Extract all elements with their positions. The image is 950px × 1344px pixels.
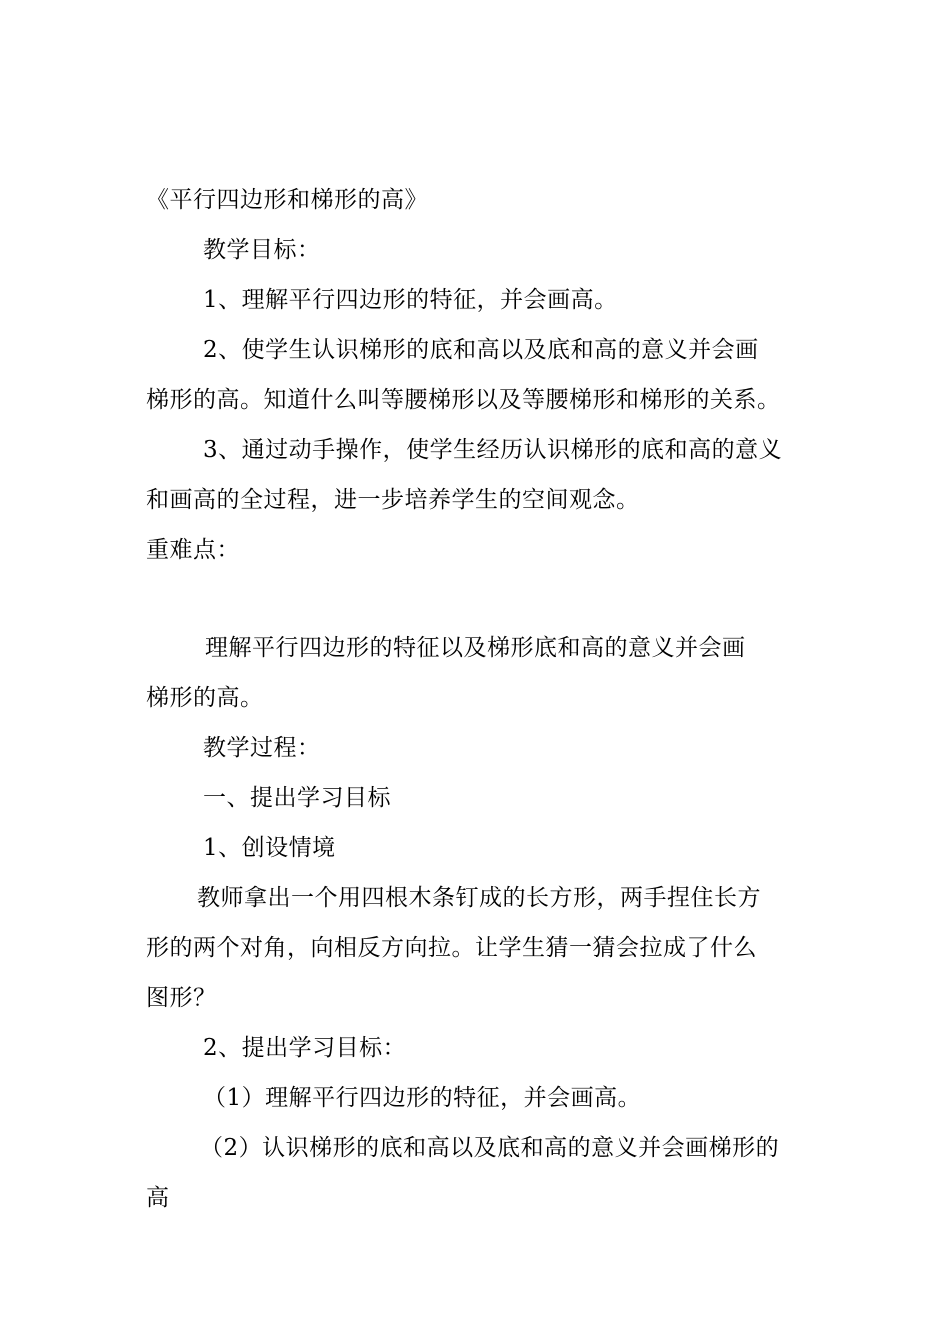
goal-2-line-1: （2）认识梯形的底和高以及底和高的意义并会画梯形的 [200,1135,780,1161]
objective-2-line-1: 2、使学生认识梯形的底和高以及底和高的意义并会画 [203,337,759,363]
objective-2-line-2: 梯形的高。知道什么叫等腰梯形以及等腰梯形和梯形的关系。 [146,387,781,413]
section-1-heading: 一、提出学习目标 [203,785,391,811]
key-points-heading: 重难点： [146,537,240,563]
key-points-line-2: 梯形的高。 [146,685,264,711]
step-1: 1、创设情境 [203,835,336,861]
step-2: 2、提出学习目标： [203,1035,407,1061]
objective-3-line-1: 3、通过动手操作，使学生经历认识梯形的底和高的意义 [203,437,783,463]
process-heading: 教学过程： [203,735,321,761]
scenario-line-2: 形的两个对角，向相反方向拉。让学生猜一猜会拉成了什么 [146,935,757,961]
scenario-line-3: 图形？ [146,985,217,1011]
key-points-line-1: 理解平行四边形的特征以及梯形底和高的意义并会画 [205,635,746,661]
objective-3-line-2: 和画高的全过程，进一步培养学生的空间观念。 [146,487,640,513]
goal-1: （1）理解平行四边形的特征，并会画高。 [203,1085,642,1111]
scenario-line-1: 教师拿出一个用四根木条钉成的长方形，两手捏住长方 [197,885,761,911]
objectives-heading: 教学目标： [203,237,321,263]
objective-1: 1、理解平行四边形的特征，并会画高。 [203,287,618,313]
goal-2-line-2: 高 [146,1185,170,1211]
document-title: 《平行四边形和梯形的高》 [146,187,428,213]
